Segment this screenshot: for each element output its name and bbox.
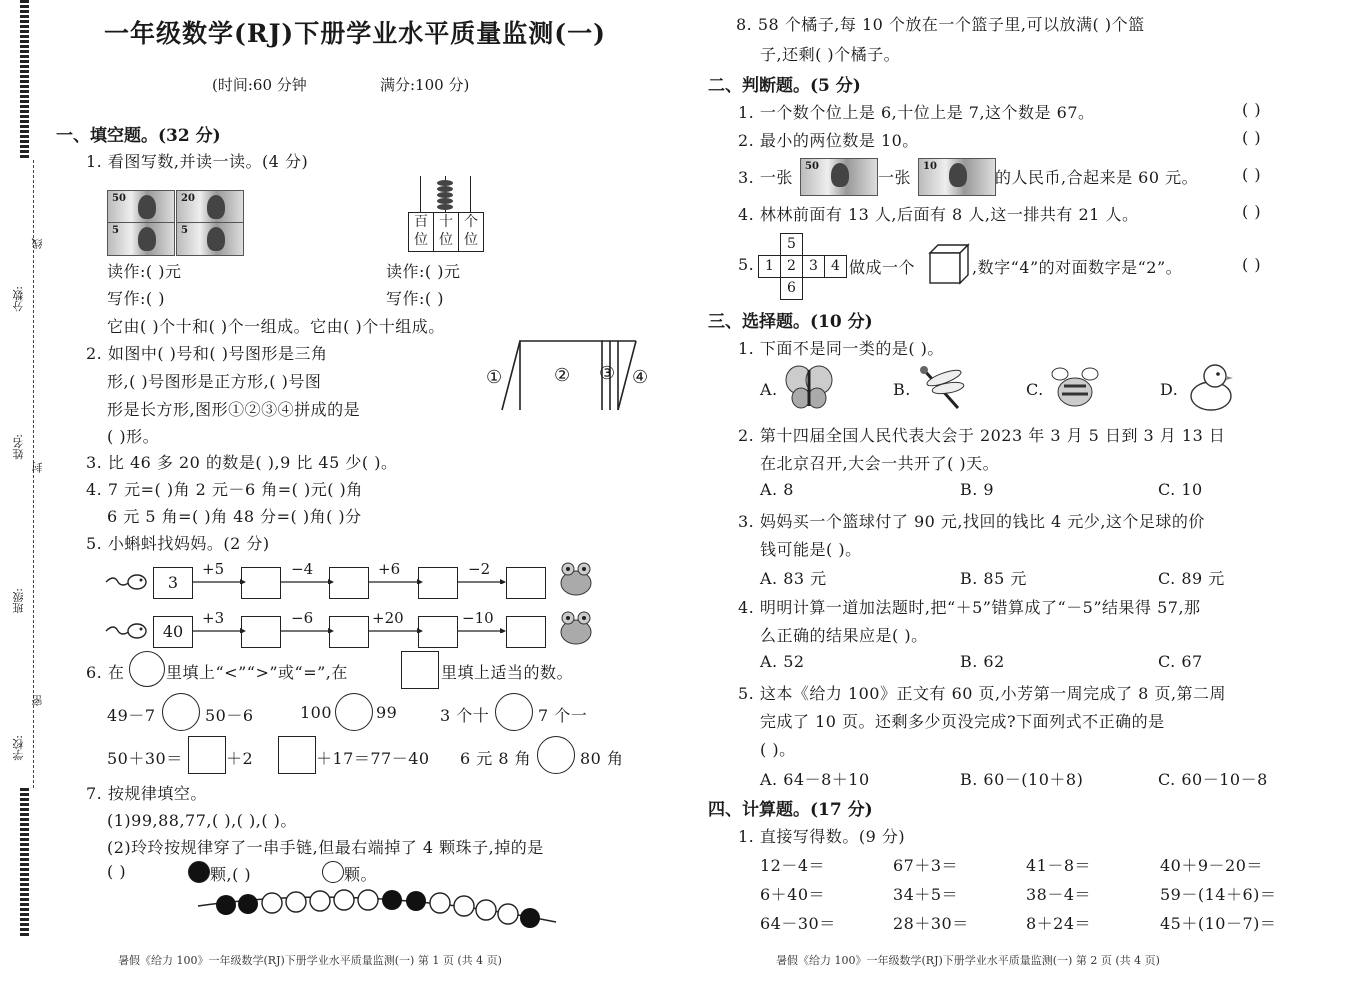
choice-4-line2: 么正确的结果应是( )。 bbox=[760, 626, 928, 645]
calc-r2-1: 6＋40＝ bbox=[760, 885, 826, 904]
banknote-5-image: 5 bbox=[107, 222, 175, 256]
judge-5-answer[interactable]: ( ) bbox=[1242, 255, 1262, 274]
chain1-op-2: −4 bbox=[291, 560, 314, 578]
q1-read-left: 读作:( )元 bbox=[107, 262, 182, 281]
frog-icon bbox=[556, 558, 596, 598]
choice-2-line2: 在北京召开,大会一共开了( )天。 bbox=[760, 454, 1000, 473]
cube-net-bottom: 6 bbox=[780, 277, 803, 300]
section-choice: 三、选择题。(10 分) bbox=[708, 312, 873, 332]
calc-r1-2: 67＋3＝ bbox=[893, 856, 959, 875]
cut-mark-xian: 线 bbox=[31, 238, 44, 249]
judge-4: 4. 林林前面有 13 人,后面有 8 人,这一排共有 21 人。 bbox=[738, 205, 1139, 224]
calc-r3-3: 8＋24＝ bbox=[1026, 914, 1092, 933]
cut-line bbox=[33, 160, 34, 788]
q6-r1-expr-3: 100 bbox=[300, 703, 333, 722]
judge-4-answer[interactable]: ( ) bbox=[1242, 202, 1262, 221]
choice-5-line1: 5. 这本《给力 100》正文有 60 页,小芳第一周完成了 8 页,第二周 bbox=[738, 684, 1227, 703]
choice-2-option-c[interactable]: C. 10 bbox=[1158, 480, 1203, 499]
question-6-a: 6. 在 bbox=[86, 663, 125, 682]
choice-3-option-c[interactable]: C. 89 元 bbox=[1158, 569, 1225, 588]
cube-net-2: 2 bbox=[780, 255, 803, 278]
question-7: 7. 按规律填空。 bbox=[86, 784, 207, 803]
question-7-1: (1)99,88,77,( ),( ),( )。 bbox=[107, 811, 297, 830]
calc-r3-4: 45＋(10－7)＝ bbox=[1160, 914, 1277, 933]
bee-icon bbox=[1048, 362, 1102, 414]
choice-5-option-a[interactable]: A. 64－8＋10 bbox=[760, 770, 870, 789]
chain2-op-2: −6 bbox=[291, 609, 314, 627]
calc-r1-3: 41－8＝ bbox=[1026, 856, 1092, 875]
choice-1: 1. 下面不是同一类的是( )。 bbox=[738, 339, 944, 358]
shape-label-1: ① bbox=[486, 367, 503, 388]
page-title: 一年级数学(RJ)下册学业水平质量监测(一) bbox=[104, 19, 606, 48]
white-bead-icon bbox=[322, 861, 344, 883]
tadpole-icon bbox=[104, 568, 152, 596]
calc-r3-2: 28＋30＝ bbox=[893, 914, 969, 933]
q6-r1-expr-2: 50－6 bbox=[205, 706, 254, 725]
question-1: 1. 看图写数,并读一读。(4 分) bbox=[86, 152, 309, 171]
bead-bracelet-figure bbox=[196, 884, 566, 932]
frog-icon bbox=[556, 607, 596, 647]
choice-4-option-b[interactable]: B. 62 bbox=[960, 652, 1005, 671]
choice-5-option-c[interactable]: C. 60－10－8 bbox=[1158, 770, 1268, 789]
chick-icon bbox=[1183, 360, 1237, 414]
q6-r2-expr-4: 6 元 8 角 bbox=[460, 749, 532, 768]
question-7-3b: 颗,( ) bbox=[210, 865, 252, 884]
calc-r2-3: 38－4＝ bbox=[1026, 885, 1092, 904]
exam-full-score: 满分:100 分) bbox=[380, 76, 470, 94]
choice-4-option-a[interactable]: A. 52 bbox=[760, 652, 805, 671]
q6-r1-expr-6: 7 个一 bbox=[538, 706, 588, 725]
q6-r1-expr-5: 3 个十 bbox=[440, 706, 490, 725]
chain1-start: 3 bbox=[153, 567, 193, 599]
banknote-20-image: 20 bbox=[176, 190, 244, 224]
choice-5-line3: ( )。 bbox=[760, 740, 796, 759]
score-label: 分数: bbox=[12, 286, 25, 312]
choice-3-line1: 3. 妈妈买一个篮球付了 90 元,找回的钱比 4 元少,这个足球的价 bbox=[738, 512, 1205, 531]
compare-circle-sample bbox=[129, 651, 165, 687]
compare-circle-4[interactable] bbox=[537, 736, 575, 774]
q1-write-left: 写作:( ) bbox=[107, 289, 165, 308]
butterfly-icon bbox=[783, 362, 835, 412]
section-true-false: 二、判断题。(5 分) bbox=[708, 76, 861, 96]
chain1-blank-4[interactable] bbox=[506, 567, 546, 599]
q1-read-right: 读作:( )元 bbox=[386, 262, 461, 281]
choice-2-line1: 2. 第十四届全国人民代表大会于 2023 年 3 月 5 日到 3 月 13 日 bbox=[738, 426, 1226, 445]
choice-5-option-b[interactable]: B. 60－(10＋8) bbox=[960, 770, 1084, 789]
exam-time: (时间:60 分钟 bbox=[212, 76, 307, 94]
choice-2-option-b[interactable]: B. 9 bbox=[960, 480, 995, 499]
tadpole-icon bbox=[104, 617, 152, 645]
calc-r1-4: 40＋9－20＝ bbox=[1160, 856, 1263, 875]
question-3: 3. 比 46 多 20 的数是( ),9 比 45 少( )。 bbox=[86, 453, 398, 472]
question-7-2: (2)玲玲按规律穿了一串手链,但最右端掉了 4 颗珠子,掉的是 bbox=[107, 838, 544, 857]
abacus-hundreds-label: 百 位 bbox=[409, 213, 434, 251]
abacus-diagram bbox=[408, 174, 484, 252]
question-6-c: 里填上适当的数。 bbox=[441, 663, 574, 682]
class-label: 班级: bbox=[12, 588, 25, 614]
judge-5-b: 做成一个 bbox=[849, 258, 916, 277]
chain1-op-4: −2 bbox=[468, 560, 491, 578]
compare-circle-3[interactable] bbox=[495, 693, 533, 731]
calc-r3-1: 64－30＝ bbox=[760, 914, 836, 933]
chain2-blank-4[interactable] bbox=[506, 616, 546, 648]
binding-strip-top bbox=[20, 0, 29, 160]
question-2-line1: 2. 如图中( )号和( )号图形是三角 bbox=[86, 344, 328, 363]
cube-net-top: 5 bbox=[780, 233, 803, 256]
choice-4-line1: 4. 明明计算一道加法题时,把“＋5”错算成了“－5”结果得 57,那 bbox=[738, 598, 1201, 617]
chain1-op-3: +6 bbox=[378, 560, 401, 578]
chain2-op-4: −10 bbox=[462, 609, 494, 627]
chain2-op-3: +20 bbox=[372, 609, 404, 627]
shape-label-4: ④ bbox=[632, 367, 649, 388]
question-7-3c: 颗。 bbox=[344, 865, 378, 884]
choice-3-option-b[interactable]: B. 85 元 bbox=[960, 569, 1027, 588]
choice-5-line2: 完成了 10 页。还剩多少页没完成?下面列式不正确的是 bbox=[760, 712, 1165, 731]
name-label: 姓名: bbox=[12, 434, 25, 460]
banknote-50-image: 50 bbox=[800, 158, 878, 196]
choice-1-option-d[interactable]: D. bbox=[1160, 380, 1179, 399]
calc-r2-4: 59－(14＋6)＝ bbox=[1160, 885, 1277, 904]
compare-circle-2[interactable] bbox=[335, 693, 373, 731]
cut-mark-mi: 密 bbox=[31, 695, 44, 706]
banknote-10-image: 10 bbox=[918, 158, 996, 196]
question-6-b: 里填上“<”“>”或“=”,在 bbox=[166, 663, 348, 682]
judge-1: 1. 一个数个位上是 6,十位上是 7,这个数是 67。 bbox=[738, 103, 1095, 122]
judge-1-answer[interactable]: ( ) bbox=[1242, 100, 1262, 119]
calc-r2-2: 34＋5＝ bbox=[893, 885, 959, 904]
cube-net-1: 1 bbox=[758, 255, 781, 278]
black-bead-icon bbox=[188, 861, 210, 883]
shape-label-3: ③ bbox=[599, 363, 616, 384]
question-8-line1: 8. 58 个橘子,每 10 个放在一个篮子里,可以放满( )个篮 bbox=[736, 15, 1145, 34]
question-8-line2: 子,还剩( )个橘子。 bbox=[760, 45, 901, 64]
section-fill-blank: 一、填空题。(32 分) bbox=[56, 126, 221, 146]
choice-1-option-b[interactable]: B. bbox=[893, 380, 911, 399]
banknote-5-image: 5 bbox=[176, 222, 244, 256]
question-4-line1: 4. 7 元=( )角 2 元－6 角=( )元( )角 bbox=[86, 480, 363, 499]
school-label: 学校: bbox=[12, 735, 25, 761]
judge-3-b: 一张 bbox=[878, 168, 912, 187]
chain2-start: 40 bbox=[153, 616, 193, 648]
choice-2-option-a[interactable]: A. 8 bbox=[760, 480, 794, 499]
judge-3-a: 3. 一张 bbox=[738, 168, 793, 187]
cut-mark-feng: 封 bbox=[31, 462, 44, 473]
abacus-tens-label: 十 位 bbox=[434, 213, 459, 251]
cube-net-4: 4 bbox=[824, 255, 847, 278]
chain1-arrows bbox=[190, 570, 510, 584]
banknote-50-image: 50 bbox=[107, 190, 175, 224]
judge-3-c: 的人民币,合起来是 60 元。 bbox=[995, 168, 1199, 187]
question-2-line2: 形,( )号图形是正方形,( )号图 bbox=[107, 372, 322, 391]
choice-3-option-a[interactable]: A. 83 元 bbox=[760, 569, 827, 588]
judge-5-a: 5. bbox=[738, 255, 755, 274]
compare-circle-1[interactable] bbox=[162, 693, 200, 731]
judge-2-answer[interactable]: ( ) bbox=[1242, 128, 1262, 147]
chain2-op-1: +3 bbox=[202, 609, 225, 627]
choice-3-line2: 钱可能是( )。 bbox=[760, 540, 862, 559]
choice-4-option-c[interactable]: C. 67 bbox=[1158, 652, 1203, 671]
judge-5-c: ,数字“4”的对面数字是“2”。 bbox=[972, 258, 1183, 277]
calc-r1-1: 12－4＝ bbox=[760, 856, 826, 875]
q6-r2-expr-3: ＋17＝77－40 bbox=[316, 749, 430, 768]
footer-page-2: 暑假《给力 100》一年级数学(RJ)下册学业水平质量监测(一) 第 2 页 (共 4 页) bbox=[776, 954, 1160, 967]
blank-box-sample bbox=[401, 651, 439, 689]
dragonfly-icon bbox=[914, 362, 966, 412]
abacus-ones-label: 个 位 bbox=[464, 214, 478, 248]
q6-r2-expr-1: 50＋30＝ bbox=[107, 749, 183, 768]
cube-icon bbox=[927, 243, 971, 285]
cube-net-3: 3 bbox=[802, 255, 825, 278]
footer-page-1: 暑假《给力 100》一年级数学(RJ)下册学业水平质量监测(一) 第 1 页 (共 4 页) bbox=[118, 954, 502, 967]
q1-write-right: 写作:( ) bbox=[386, 289, 444, 308]
judge-2: 2. 最小的两位数是 10。 bbox=[738, 131, 919, 150]
question-7-3a: ( ) bbox=[107, 862, 127, 881]
chain1-op-1: +5 bbox=[202, 560, 225, 578]
shape-label-2: ② bbox=[554, 365, 571, 386]
q1-composition: 它由( )个十和( )个一组成。它由( )个十组成。 bbox=[107, 317, 445, 336]
choice-1-option-c[interactable]: C. bbox=[1026, 380, 1044, 399]
question-5: 5. 小蝌蚪找妈妈。(2 分) bbox=[86, 534, 270, 553]
section-calculation: 四、计算题。(17 分) bbox=[708, 800, 873, 820]
q6-r1-expr-4: 99 bbox=[376, 703, 398, 722]
fill-box-2[interactable] bbox=[278, 736, 316, 774]
fill-box-1[interactable] bbox=[188, 736, 226, 774]
question-4-line2: 6 元 5 角=( )角 48 分=( )角( )分 bbox=[107, 507, 362, 526]
judge-3-answer[interactable]: ( ) bbox=[1242, 165, 1262, 184]
q6-r2-expr-2: ＋2 bbox=[226, 749, 254, 768]
question-2-line4: ( )形。 bbox=[107, 427, 160, 446]
q6-r2-expr-5: 80 角 bbox=[580, 749, 624, 768]
question-2-line3: 形是长方形,图形①②③④拼成的是 bbox=[107, 400, 361, 419]
calc-1: 1. 直接写得数。(9 分) bbox=[738, 827, 906, 846]
choice-1-option-a[interactable]: A. bbox=[760, 380, 778, 399]
binding-strip-bottom bbox=[20, 788, 29, 938]
q6-r1-expr-1: 49－7 bbox=[107, 706, 156, 725]
